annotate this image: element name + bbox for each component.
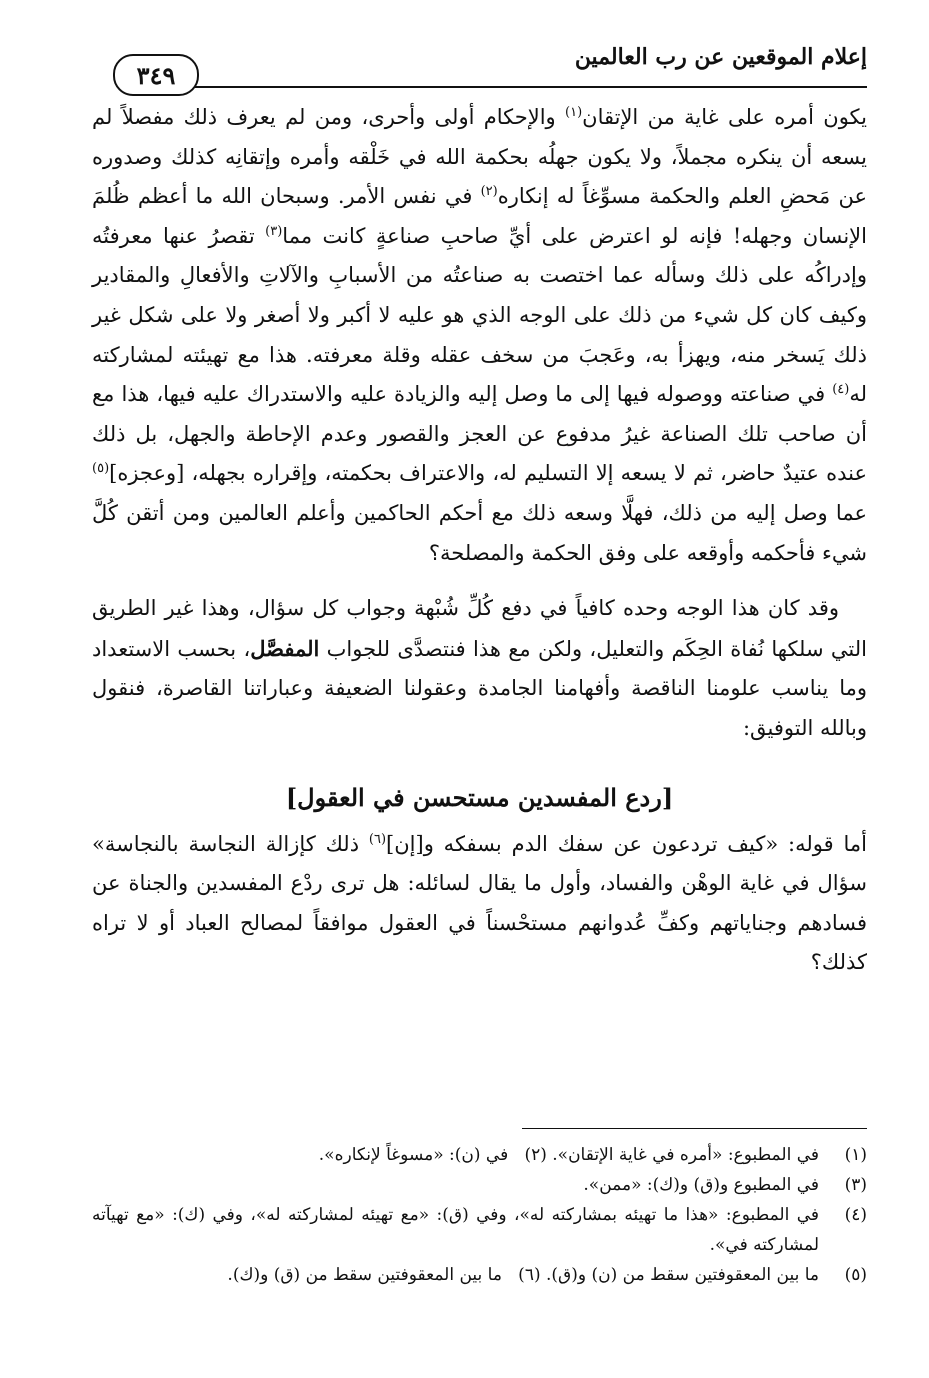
footnote-number: (٦) <box>518 1265 541 1285</box>
text-run: في نفس الأمر. وسبحان الله ما أعظم ظُلمَ الإنسان وجهله! فإنه لو اعترض على أيِّ صاحبِ صناعةٍ كانت مما <box>92 184 867 248</box>
footnote-separator <box>522 1128 867 1129</box>
footnote-text-part: ما بين المعقوفتين سقط من (ن) و(ق). <box>546 1265 819 1285</box>
header-rule <box>175 86 867 88</box>
footnote-ref: (١) <box>565 105 583 120</box>
footnote-ref: (٣) <box>265 223 283 239</box>
footnote-number: (٣) <box>844 1175 867 1195</box>
footnote-text-part: في (ن): «مسوغاً لإنكاره». <box>318 1145 509 1165</box>
text-run: عما وصل إليه من ذلك، فهلَّا وسعه ذلك مع أحكم الحاكمين وأعلم العالمين ومن أتقن كُلَّ شيء فأحكمه وأوقعه على وفق الحكمة والمصلحة؟ <box>92 500 867 565</box>
page-number: ٣٤٩ <box>113 54 199 96</box>
text-run: ذلك كإزالة النجاسة بالنجاسة» سؤال في غاية الوهْن والفساد، وأول ما يقال لسائله: هل ترى ردْع المفسدين والجناة عن فسادهم وجناياتهم وكفِّ عُدوانهم مستحْسناً في العقول موافقاً لمصالح العباد أو لا تراه كذلك؟ <box>92 831 867 975</box>
footnotes <box>92 1140 867 1290</box>
footnote-text-part: في المطبوع: «أمره في غاية الإتقان». <box>552 1145 819 1165</box>
footnote-inline <box>319 1140 547 1170</box>
text-run: وقد كان هذا الوجه وحده كافياً في دفع كُلِّ شُبْهة وجواب كل سؤال، وهذا غير الطريق التي سلكها نُفاة الحِكَم والتعليل، ولكن مع هذا فنتصدَّى للجواب <box>92 596 867 661</box>
footnote <box>92 1200 867 1260</box>
footnote-number: (٢) <box>524 1145 547 1165</box>
bold-term: المفصَّل <box>250 635 320 661</box>
footnote-ref: (٢) <box>480 184 498 200</box>
paragraph-2 <box>92 589 867 748</box>
footnote <box>92 1170 867 1200</box>
footnote-ref: (٥) <box>92 461 110 477</box>
footnote-text <box>92 1260 819 1290</box>
text-run: أما قوله: «كيف تردعون عن سفك الدم بسفكه و[إن] <box>386 831 867 856</box>
text-run: تقصرُ عنها معرفتُه وإدراكُه على ذلك وسأله عما اختصت به صناعتُه من الأسبابِ والآلاتِ والأفعالِ والمقادير وكيف كان كل شيء من ذلك على الوجه الذي هو عليه لا أكبر ولا أصغر ولا على شكل غير ذلك يَسخر منه، ويهزأ به، وعَجبَ من سخف عقله وقلة معرفته. هذا مع تهيئته لمشاركته له <box>92 223 867 407</box>
paragraph-3 <box>92 825 867 983</box>
text-run: ، بحسب الاستعداد وما يناسب علومنا الناقصة وأفهامنا الجامدة وعقولنا الضعيفة وعباراتنا القاصرة، فنقول وبالله التوفيق: <box>92 636 867 740</box>
paragraph-1 <box>92 98 867 573</box>
running-header <box>95 40 867 90</box>
footnote-inline <box>227 1260 540 1290</box>
footnote-text: في المطبوع و(ق) و(ك): «ممن». <box>583 1175 819 1195</box>
footnote-number: (٥) <box>844 1265 867 1285</box>
footnote-text: في المطبوع: «هذا ما تهيئه بمشاركته له»، وفي (ق): «مع تهيئه لمشاركته له»، وفي (ك): «مع تهيآته لمشاركته في». <box>92 1205 819 1255</box>
book-title: إعلام الموقعين عن رب العالمين <box>574 44 867 70</box>
footnote <box>92 1140 867 1170</box>
main-text <box>92 98 867 983</box>
footnote-text <box>92 1140 819 1170</box>
text-run: والإحكام أولى وأحرى، ومن لم يعرف ذلك مفصلاً لم يسعه أن ينكره مجملاً، ولا يكون جهلُه بحكمة الله في خَلْقه وأمره وإتقانِه كذلك وصدوره عن مَحضِ العلم والحكمة مسوِّغاً له إنكاره <box>92 105 867 209</box>
text-run: في صناعته ووصوله فيها إلى ما وصل إليه والزيادة عليه والاستدراك عليه فيها، هذا مع أن صاحب تلك الصناعة غيرُ مدفوع عن العجز والقصور وعدم الإحاطة والجهل، بل ذلك عنده عتيدٌ حاضر، ثم لا يسعه إلا التسليم له، والاعتراف بحكمته، وإقراره بجهله، [وعجزه] <box>92 382 867 486</box>
text-run: يكون أمره على غاية من الإتقان <box>582 105 867 129</box>
section-heading: [ردع المفسدين مستحسن في العقول] <box>285 782 674 812</box>
footnote-number: (١) <box>844 1145 867 1165</box>
footnote <box>92 1260 867 1290</box>
footnote-number: (٤) <box>844 1205 867 1225</box>
footnote-ref: (٦) <box>368 831 387 847</box>
footnote-text-part: ما بين المعقوفتين سقط من (ق) و(ك). <box>227 1265 502 1285</box>
footnote-ref: (٤) <box>832 382 850 398</box>
